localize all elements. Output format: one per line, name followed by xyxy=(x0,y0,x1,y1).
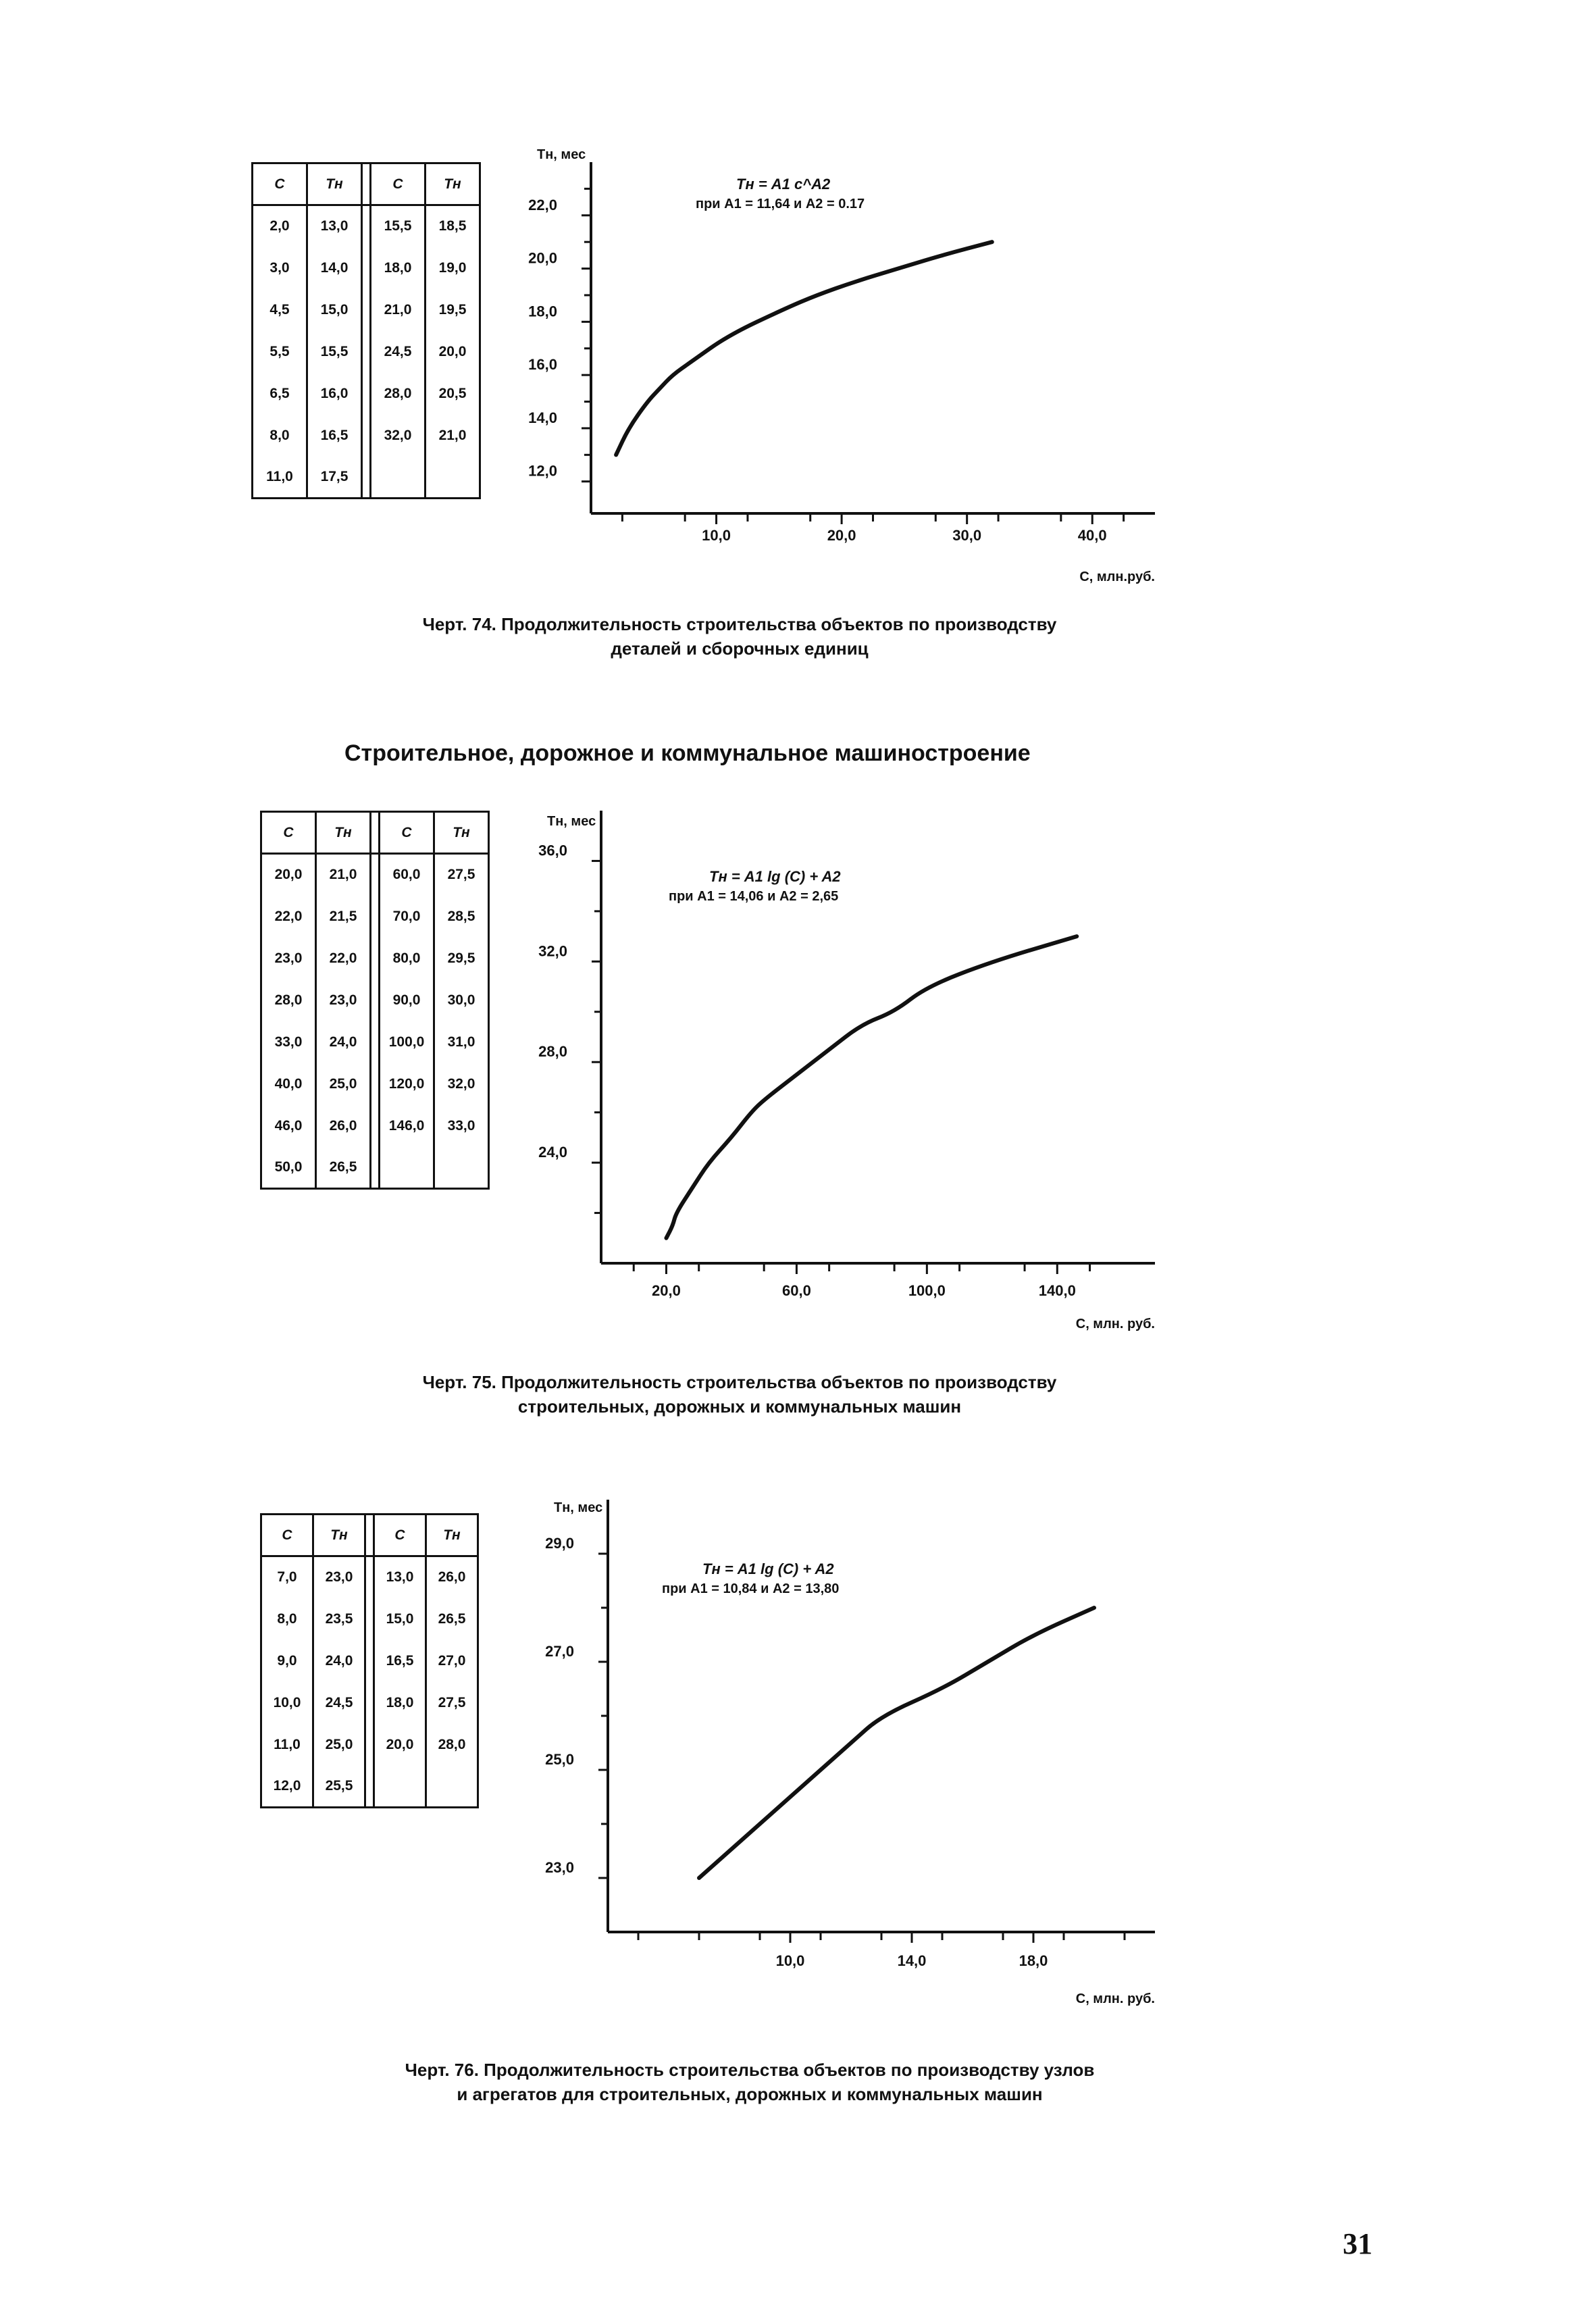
table-row xyxy=(261,854,489,896)
table-cell: 23,0 xyxy=(261,938,316,980)
x-tick-label: 10,0 xyxy=(775,1952,805,1969)
table-cell: 24,0 xyxy=(313,1640,365,1682)
table-row xyxy=(253,331,480,373)
y-tick-label: 23,0 xyxy=(545,1859,574,1876)
table-cell: 23,5 xyxy=(313,1598,365,1640)
table-cell: 20,0 xyxy=(426,331,480,373)
table-cell: 29,5 xyxy=(434,938,489,980)
table-row xyxy=(261,1147,489,1189)
chart-74 xyxy=(473,147,1162,584)
table-row xyxy=(261,1556,478,1598)
table-cell: 20,0 xyxy=(261,854,316,896)
table-cell: 2,0 xyxy=(253,205,307,247)
table-cell: 24,5 xyxy=(371,331,426,373)
table-cell: 32,0 xyxy=(371,415,426,457)
table-cell: 24,5 xyxy=(313,1682,365,1724)
table-cell: 7,0 xyxy=(261,1556,313,1598)
x-tick-label: 20,0 xyxy=(652,1282,681,1299)
series-line xyxy=(616,242,992,455)
caption-75-line-1: Черт. 75. Продолжительность строительства объектов по производству xyxy=(422,1372,1057,1392)
table-cell: 8,0 xyxy=(261,1598,313,1640)
x-tick-label: 30,0 xyxy=(952,527,982,544)
table-cell: 18,5 xyxy=(426,205,480,247)
table-header-cell: Тн xyxy=(426,1515,478,1556)
x-axis-label: С, млн. руб. xyxy=(1075,1991,1155,2006)
table-cell: 10,0 xyxy=(261,1682,313,1724)
table-cell: 31,0 xyxy=(434,1021,489,1063)
x-tick-label: 14,0 xyxy=(897,1952,927,1969)
table-cell: 120,0 xyxy=(380,1063,434,1105)
table-cell: 33,0 xyxy=(261,1021,316,1063)
series-line xyxy=(699,1608,1094,1878)
table-cell: 3,0 xyxy=(253,247,307,289)
table-row xyxy=(261,1598,478,1640)
table-header-cell: C xyxy=(371,163,426,205)
table-cell: 19,5 xyxy=(426,289,480,331)
table-header-row xyxy=(261,812,489,854)
page-number: 31 xyxy=(1343,2227,1372,2260)
table-column-gap xyxy=(365,1515,374,1556)
y-tick-label: 16,0 xyxy=(528,356,557,374)
table-cell: 26,0 xyxy=(426,1556,478,1598)
table-cell: 146,0 xyxy=(380,1105,434,1147)
table-cell: 90,0 xyxy=(380,980,434,1021)
table-cell: 20,0 xyxy=(374,1724,426,1766)
data-table-74 xyxy=(251,162,481,499)
table-column-gap xyxy=(365,1598,374,1640)
table-cell: 26,0 xyxy=(316,1105,371,1147)
table-header-cell: C xyxy=(253,163,307,205)
table-cell: 28,0 xyxy=(261,980,316,1021)
table-cell: 23,0 xyxy=(313,1556,365,1598)
table-cell: 22,0 xyxy=(261,896,316,938)
table-column-gap xyxy=(362,331,371,373)
table-cell: 30,0 xyxy=(434,980,489,1021)
table-cell: 26,5 xyxy=(426,1598,478,1640)
table-cell: 8,0 xyxy=(253,415,307,457)
table-cell: 100,0 xyxy=(380,1021,434,1063)
table-column-gap xyxy=(362,247,371,289)
table-cell: 12,0 xyxy=(261,1766,313,1808)
y-tick-label: 28,0 xyxy=(538,1043,567,1061)
table-column-gap xyxy=(365,1556,374,1598)
table-cell: 9,0 xyxy=(261,1640,313,1682)
table-header-cell: Тн xyxy=(426,163,480,205)
table-row xyxy=(261,1021,489,1063)
table-column-gap xyxy=(365,1766,374,1808)
table-cell xyxy=(371,457,426,499)
table-cell: 21,0 xyxy=(371,289,426,331)
table-header-row xyxy=(261,1515,478,1556)
series-line xyxy=(666,936,1077,1238)
caption-75-line-2: строительных, дорожных и коммунальных машин xyxy=(517,1396,962,1417)
table-cell: 28,0 xyxy=(426,1724,478,1766)
y-tick-label: 14,0 xyxy=(528,409,557,426)
table-cell: 14,0 xyxy=(307,247,362,289)
table-cell: 21,0 xyxy=(316,854,371,896)
x-tick-label: 100,0 xyxy=(908,1282,946,1299)
table-cell: 16,5 xyxy=(374,1640,426,1682)
table-cell: 11,0 xyxy=(261,1724,313,1766)
table-cell: 16,5 xyxy=(307,415,362,457)
table-column-gap xyxy=(365,1682,374,1724)
table-column-gap xyxy=(371,854,380,896)
table-cell: 27,5 xyxy=(426,1682,478,1724)
table-cell: 16,0 xyxy=(307,373,362,415)
table-column-gap xyxy=(371,938,380,980)
table-column-gap xyxy=(362,373,371,415)
y-tick-label: 20,0 xyxy=(528,249,557,267)
section-title: Строительное, дорожное и коммунальное машиностроение xyxy=(344,740,1031,766)
table-row xyxy=(253,247,480,289)
table-cell: 80,0 xyxy=(380,938,434,980)
table-header-cell: Тн xyxy=(316,812,371,854)
table-row xyxy=(261,1063,489,1105)
table-column-gap xyxy=(371,1021,380,1063)
y-tick-label: 32,0 xyxy=(538,942,567,960)
data-table-75 xyxy=(260,811,490,1190)
table-column-gap xyxy=(362,415,371,457)
y-tick-label: 36,0 xyxy=(538,842,567,859)
y-tick-label: 18,0 xyxy=(528,303,557,320)
table-cell: 4,5 xyxy=(253,289,307,331)
table-column-gap xyxy=(371,812,380,854)
table-cell xyxy=(426,457,480,499)
caption-74-line-1: Черт. 74. Продолжительность строительства объектов по производству xyxy=(422,614,1057,634)
table-column-gap xyxy=(371,1063,380,1105)
table-column-gap xyxy=(362,457,371,499)
table-row xyxy=(261,1682,478,1724)
caption-74 xyxy=(257,612,1222,661)
table-cell xyxy=(374,1766,426,1808)
table-column-gap xyxy=(365,1724,374,1766)
y-tick-label: 24,0 xyxy=(538,1144,567,1161)
table-cell: 46,0 xyxy=(261,1105,316,1147)
data-table-76 xyxy=(260,1513,479,1808)
table-row xyxy=(253,457,480,499)
x-tick-label: 140,0 xyxy=(1038,1282,1076,1299)
table-cell xyxy=(426,1766,478,1808)
y-tick-label: 27,0 xyxy=(545,1643,574,1660)
x-tick-label: 40,0 xyxy=(1077,527,1107,544)
table-column-gap xyxy=(362,205,371,247)
caption-75 xyxy=(257,1370,1222,1419)
table-header-cell: Тн xyxy=(434,812,489,854)
table-row xyxy=(261,1105,489,1147)
table-row xyxy=(253,415,480,457)
x-axis-label: С, млн.руб. xyxy=(1079,569,1155,584)
y-tick-label: 25,0 xyxy=(545,1751,574,1768)
table-cell: 60,0 xyxy=(380,854,434,896)
table-column-gap xyxy=(371,896,380,938)
y-axis-label: Тн, мес xyxy=(554,1500,603,1515)
x-tick-label: 60,0 xyxy=(781,1282,811,1299)
x-tick-label: 20,0 xyxy=(827,527,856,544)
x-tick-label: 10,0 xyxy=(702,527,731,544)
table-row xyxy=(261,1724,478,1766)
formula: Тн = A1 lg (C) + A2 xyxy=(709,868,841,885)
table-cell: 21,5 xyxy=(316,896,371,938)
table-cell: 40,0 xyxy=(261,1063,316,1105)
table-column-gap xyxy=(371,1105,380,1147)
table-cell: 23,0 xyxy=(316,980,371,1021)
table-column-gap xyxy=(365,1640,374,1682)
formula-params: при A1 = 11,64 и A2 = 0.17 xyxy=(696,197,865,211)
table-cell: 11,0 xyxy=(253,457,307,499)
table-cell: 28,5 xyxy=(434,896,489,938)
table-cell: 15,0 xyxy=(374,1598,426,1640)
table-row xyxy=(261,1766,478,1808)
table-row xyxy=(261,980,489,1021)
table-row xyxy=(261,938,489,980)
table-column-gap xyxy=(371,980,380,1021)
caption-76-line-2: и агрегатов для строительных, дорожных и коммунальных машин xyxy=(457,2084,1043,2104)
table-header-cell: Тн xyxy=(313,1515,365,1556)
chart-75 xyxy=(473,811,1162,1351)
formula: Тн = A1 lg (C) + A2 xyxy=(702,1560,834,1577)
formula: Тн = A1 c^A2 xyxy=(736,176,831,193)
table-cell: 17,5 xyxy=(307,457,362,499)
table-header-cell: C xyxy=(261,1515,313,1556)
table-column-gap xyxy=(371,1147,380,1189)
table-cell: 6,5 xyxy=(253,373,307,415)
table-cell: 15,5 xyxy=(307,331,362,373)
x-tick-label: 18,0 xyxy=(1019,1952,1048,1969)
table-cell: 21,0 xyxy=(426,415,480,457)
table-cell: 15,0 xyxy=(307,289,362,331)
y-tick-label: 12,0 xyxy=(528,462,557,480)
table-header-cell: Тн xyxy=(307,163,362,205)
table-cell: 13,0 xyxy=(307,205,362,247)
table-cell: 15,5 xyxy=(371,205,426,247)
caption-76 xyxy=(230,2058,1270,2106)
y-axis-label: Тн, мес xyxy=(547,814,596,829)
table-row xyxy=(261,1640,478,1682)
table-cell: 27,0 xyxy=(426,1640,478,1682)
table-row xyxy=(253,289,480,331)
table-cell: 25,0 xyxy=(313,1724,365,1766)
y-tick-label: 29,0 xyxy=(545,1535,574,1552)
table-cell: 5,5 xyxy=(253,331,307,373)
table-cell: 32,0 xyxy=(434,1063,489,1105)
chart-76 xyxy=(473,1500,1162,2013)
formula-params: при A1 = 14,06 и A2 = 2,65 xyxy=(669,889,839,904)
table-header-cell: C xyxy=(374,1515,426,1556)
table-column-gap xyxy=(362,163,371,205)
table-cell: 50,0 xyxy=(261,1147,316,1189)
table-cell: 27,5 xyxy=(434,854,489,896)
table-cell: 25,5 xyxy=(313,1766,365,1808)
table-header-cell: C xyxy=(261,812,316,854)
x-axis-label: С, млн. руб. xyxy=(1075,1317,1155,1331)
table-cell: 25,0 xyxy=(316,1063,371,1105)
table-cell: 20,5 xyxy=(426,373,480,415)
table-cell: 26,5 xyxy=(316,1147,371,1189)
table-cell: 33,0 xyxy=(434,1105,489,1147)
caption-74-line-2: деталей и сборочных единиц xyxy=(611,638,869,659)
table-header-row xyxy=(253,163,480,205)
y-axis-label: Тн, мес xyxy=(537,147,586,162)
table-cell: 18,0 xyxy=(371,247,426,289)
table-header-cell: C xyxy=(380,812,434,854)
table-cell: 19,0 xyxy=(426,247,480,289)
table-cell: 24,0 xyxy=(316,1021,371,1063)
table-column-gap xyxy=(362,289,371,331)
table-cell: 70,0 xyxy=(380,896,434,938)
table-cell: 13,0 xyxy=(374,1556,426,1598)
table-row xyxy=(261,896,489,938)
table-row xyxy=(253,205,480,247)
table-cell: 18,0 xyxy=(374,1682,426,1724)
caption-76-line-1: Черт. 76. Продолжительность строительства объектов по производству узлов xyxy=(405,2060,1095,2080)
table-cell xyxy=(380,1147,434,1189)
table-cell: 28,0 xyxy=(371,373,426,415)
table-row xyxy=(253,373,480,415)
y-tick-label: 22,0 xyxy=(528,196,557,213)
table-cell: 22,0 xyxy=(316,938,371,980)
formula-params: при A1 = 10,84 и A2 = 13,80 xyxy=(662,1581,840,1596)
